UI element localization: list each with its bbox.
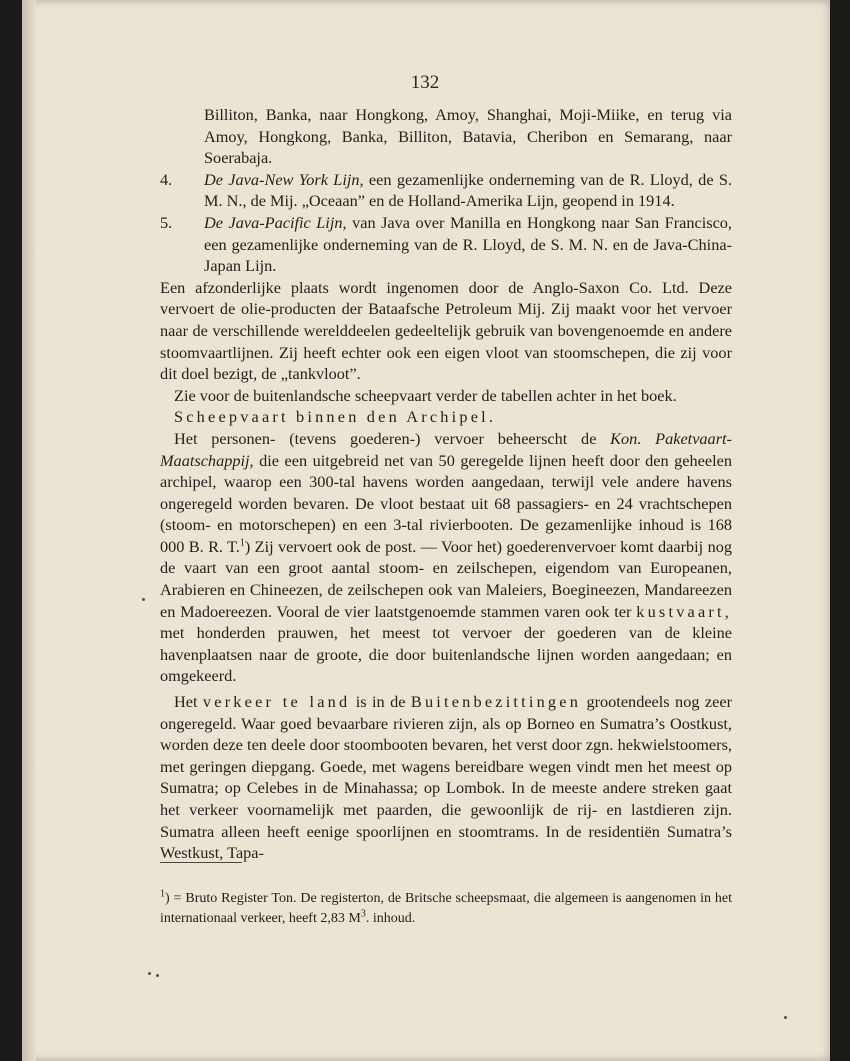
text-run: die een uitgebreid net van 50 geregelde lijnen heeft door den geheelen archipel, waarop een 300-tal havens worden aangedaan, terwijl vele andere havens ongeregeld worden bevaren. De vloot bestaat uit 68 passagiers- en 24 vrachtschepen (stoom- en motorschepen) en een 3-tal rivierbooten. De gezamenlijke inhoud is 168 000 B. R. T. bbox=[160, 450, 732, 556]
page-number: 132 bbox=[410, 72, 440, 93]
footnote-text: ) = Bruto Register Ton. De registerton, de Britsche scheepsmaat, die algemeen is aangenomen in het internationaal verkeer, heeft 2,83 M bbox=[160, 891, 732, 926]
ink-speck bbox=[156, 974, 159, 977]
list-item-5 bbox=[160, 212, 732, 277]
spaced-term: verkeer te land bbox=[202, 692, 351, 712]
footnote-ref: 1 bbox=[239, 537, 245, 549]
paragraph-paketvaart bbox=[160, 428, 732, 687]
text-run: is in de bbox=[350, 692, 411, 712]
line-name: De Java-New York Lijn, bbox=[204, 169, 364, 189]
footnote bbox=[160, 889, 732, 929]
ink-speck bbox=[142, 598, 145, 601]
text-run: grootendeels nog zeer ongeregeld. Waar goed bevaarbare rivieren zijn, als op Borneo en Sumatra’s Oostkust, worden deze ten deele door stoombooten bevaren, het verst door zgn. hekwielstoomers, met geringen diepgang. Goede, met wagens bereidbare wegen vindt men het meest op Sumatra; op Celebes in de Minahassa; op Lombok. In de meeste andere streken gaat het verkeer voornamelijk met paarden, die gewoonlijk de rij- en lastdieren zijn. Sumatra alleen heeft eenige spoorlijnen en stoomtrams. In de residentiën Sumatra’s Westkust, Tapa- bbox=[160, 692, 732, 863]
footnote-superscript: 3 bbox=[360, 908, 366, 920]
line-name: De Java-Pacific Lijn, bbox=[204, 212, 347, 232]
footnote-mark: 1 bbox=[160, 888, 165, 900]
ink-speck bbox=[148, 972, 151, 975]
body-text bbox=[160, 104, 732, 864]
list-text: een gezamenlijke onderneming van de R. Lloyd, de S. M. N., de Mij. „Oceaan” en de Holland-Amerika Lijn, geopend in 1914. bbox=[204, 169, 732, 211]
list-text: van Java over Manilla en Hongkong naar San Francisco, een gezamenlijke onderneming van de R. Lloyd, de S. M. N. en de Java-China-Japan Lijn. bbox=[204, 212, 733, 276]
text-run: Het personen- (tevens goederen-) vervoer beheerscht de bbox=[174, 428, 611, 448]
page-gutter bbox=[22, 0, 36, 1061]
list-number: 5. bbox=[160, 212, 173, 232]
list-item-4 bbox=[160, 169, 732, 212]
ink-speck bbox=[784, 1016, 787, 1019]
paragraph-verkeer bbox=[160, 691, 732, 864]
text-run: ) Zij vervoert ook de post. — Voor het) goederenvervoer komt daarbij nog de vaart van een groot aantal stoom- en zeilschepen, eigendom van Europeanen, Arabieren en Chineezen, de zeilschepen ook van Maleiers, Boegineezen, Mandareezen en Madoereezen. Vooral de vier laatstgenoemde stammen varen ook ter bbox=[160, 536, 732, 621]
spaced-term: kustvaart, bbox=[636, 601, 732, 621]
footnote-text-end: . inhoud. bbox=[365, 911, 416, 926]
paragraph-see-tables: Zie voor de buitenlandsche scheepvaart verder de tabellen achter in het boek. bbox=[174, 385, 677, 405]
list-number: 4. bbox=[160, 169, 173, 189]
text-run: Het bbox=[174, 692, 203, 712]
spaced-term: Buitenbezittingen bbox=[410, 692, 582, 712]
company-name: Kon. Paketvaart-Maatschappij, bbox=[160, 428, 732, 470]
list-continuation: Billiton, Banka, naar Hongkong, Amoy, Shanghai, Moji-Miike, en terug via Amoy, Hongkong, Banka, Billiton, Batavia, Cheribon en Semarang, naar Soerabaja. bbox=[204, 105, 732, 168]
footnote-divider bbox=[160, 862, 242, 863]
paragraph-anglo-saxon: Een afzonderlijke plaats wordt ingenomen door de Anglo-Saxon Co. Ltd. Deze vervoert de olie-producten der Bataafsche Petroleum Mij. Zij maakt voor het vervoer naar de verschillende werelddeelen gedeeltelijk gebruik van bovengenoemde en andere stoomvaartlijnen. Zij heeft echter ook een eigen vloot van stoomschepen, die zij voor dit doel bezigt, de „tankvloot”. bbox=[160, 277, 732, 384]
section-heading: Scheepvaart binnen den Archipel. bbox=[174, 407, 497, 427]
text-run: met honderden prauwen, het meest tot vervoer der goederen van de kleine havenplaatsen naar de groote, die door buitenlandsche lijnen worden aangedaan; en omgekeerd. bbox=[160, 623, 732, 686]
